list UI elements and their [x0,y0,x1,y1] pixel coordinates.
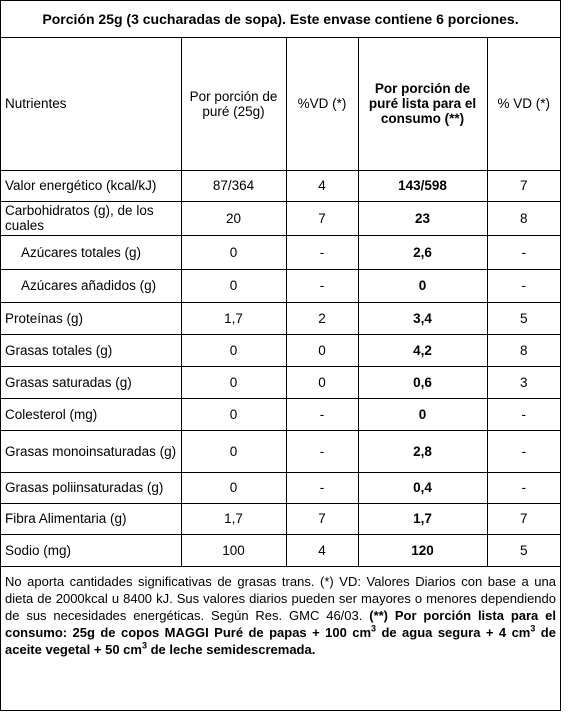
per-portion-value: 100 [181,534,286,566]
nutrient-row [1,334,560,366]
per-portion-value: 0 [181,398,286,430]
footnote-sup-3: 3 [141,640,147,651]
nutrition-table [1,38,560,567]
ready-portion-value: 143/598 [358,170,487,201]
ready-portion-value: 2,8 [358,430,487,472]
nutrient-name: Carbohidratos (g), de los cuales [1,201,181,235]
nutrient-name: Fibra Alimentaria (g) [1,503,181,534]
portion-title: Porción 25g (3 cucharadas de sopa). Este envase contiene 6 porciones. [1,1,560,38]
nutrient-name: Azúcares añadidos (g) [1,269,181,302]
vd-ready-value: 3 [487,366,560,398]
ready-portion-value: 1,7 [358,503,487,534]
vd-value: 2 [286,302,358,334]
vd-value: - [286,430,358,472]
footnote-bold-2: de agua segura + 4 cm [376,624,531,640]
per-portion-value: 0 [181,472,286,503]
nutrient-name: Sodio (mg) [1,534,181,566]
per-portion-value: 0 [181,269,286,302]
nutrient-row [1,302,560,334]
vd-value: - [286,398,358,430]
footnote-bold-1: (**) Por porción lista para el consumo: 25g de copos MAGGI Puré de papas + 100 cm [5,607,556,640]
header-vd-ready: % VD (*) [487,38,560,170]
ready-portion-value: 0,6 [358,366,487,398]
nutrient-row [1,398,560,430]
vd-ready-value: - [487,472,560,503]
vd-ready-value: 7 [487,503,560,534]
vd-value: 4 [286,534,358,566]
ready-portion-value: 4,2 [358,334,487,366]
nutrient-row [1,201,560,235]
ready-portion-value: 120 [358,534,487,566]
footnote [1,567,560,658]
ready-portion-value: 0,4 [358,472,487,503]
ready-portion-value: 0 [358,398,487,430]
vd-ready-value: 5 [487,302,560,334]
footnote-sup-1: 3 [371,623,377,634]
nutrient-row [1,503,560,534]
vd-ready-value: 7 [487,170,560,201]
nutrient-name: Grasas monoinsaturadas (g) [1,430,181,472]
per-portion-value: 0 [181,366,286,398]
vd-ready-value: 5 [487,534,560,566]
vd-ready-value: - [487,430,560,472]
header-nutrients: Nutrientes [1,38,181,170]
vd-value: 7 [286,503,358,534]
header-per-portion: Por porción de puré (25g) [181,38,286,170]
vd-ready-value: - [487,235,560,269]
nutrient-name: Proteínas (g) [1,302,181,334]
nutrient-name: Azúcares totales (g) [1,235,181,269]
vd-value: 0 [286,366,358,398]
vd-value: - [286,235,358,269]
ready-portion-value: 0 [358,269,487,302]
ready-portion-value: 2,6 [358,235,487,269]
nutrient-row [1,366,560,398]
nutrient-row [1,472,560,503]
nutrient-name: Valor energético (kcal/kJ) [1,170,181,201]
per-portion-value: 1,7 [181,302,286,334]
footnote-text: No aporta cantidades significativas de grasas trans. (*) VD: Valores Diarios con base a una dieta de 2000kcal u 8400 kJ. Sus valores diarios pueden ser mayores o menores dependiendo de sus necesidades energéticas. Según Res. GMC 46/03. [5,573,556,623]
per-portion-value: 1,7 [181,503,286,534]
header-row [1,38,560,170]
vd-value: 7 [286,201,358,235]
vd-value: 0 [286,334,358,366]
nutrient-name: Grasas poliinsaturadas (g) [1,472,181,503]
header-per-ready-portion: Por porción de puré lista para el consumo (**) [358,38,487,170]
vd-ready-value: 8 [487,201,560,235]
nutrient-row [1,269,560,302]
vd-value: - [286,269,358,302]
vd-value: - [286,472,358,503]
nutrient-name: Grasas saturadas (g) [1,366,181,398]
per-portion-value: 87/364 [181,170,286,201]
nutrient-row [1,235,560,269]
vd-value: 4 [286,170,358,201]
per-portion-value: 0 [181,430,286,472]
per-portion-value: 0 [181,334,286,366]
nutrient-name: Colesterol (mg) [1,398,181,430]
vd-ready-value: - [487,398,560,430]
nutrient-row [1,170,560,201]
ready-portion-value: 23 [358,201,487,235]
footnote-bold-4: de leche semidescremada. [146,641,316,657]
nutrient-row [1,534,560,566]
per-portion-value: 0 [181,235,286,269]
nutrient-row [1,430,560,472]
footnote-bold-3: de aceite vegetal + 50 cm [5,624,556,657]
nutrient-name: Grasas totales (g) [1,334,181,366]
footnote-sup-2: 3 [530,623,536,634]
vd-ready-value: 8 [487,334,560,366]
vd-ready-value: - [487,269,560,302]
ready-portion-value: 3,4 [358,302,487,334]
header-vd: %VD (*) [286,38,358,170]
per-portion-value: 20 [181,201,286,235]
